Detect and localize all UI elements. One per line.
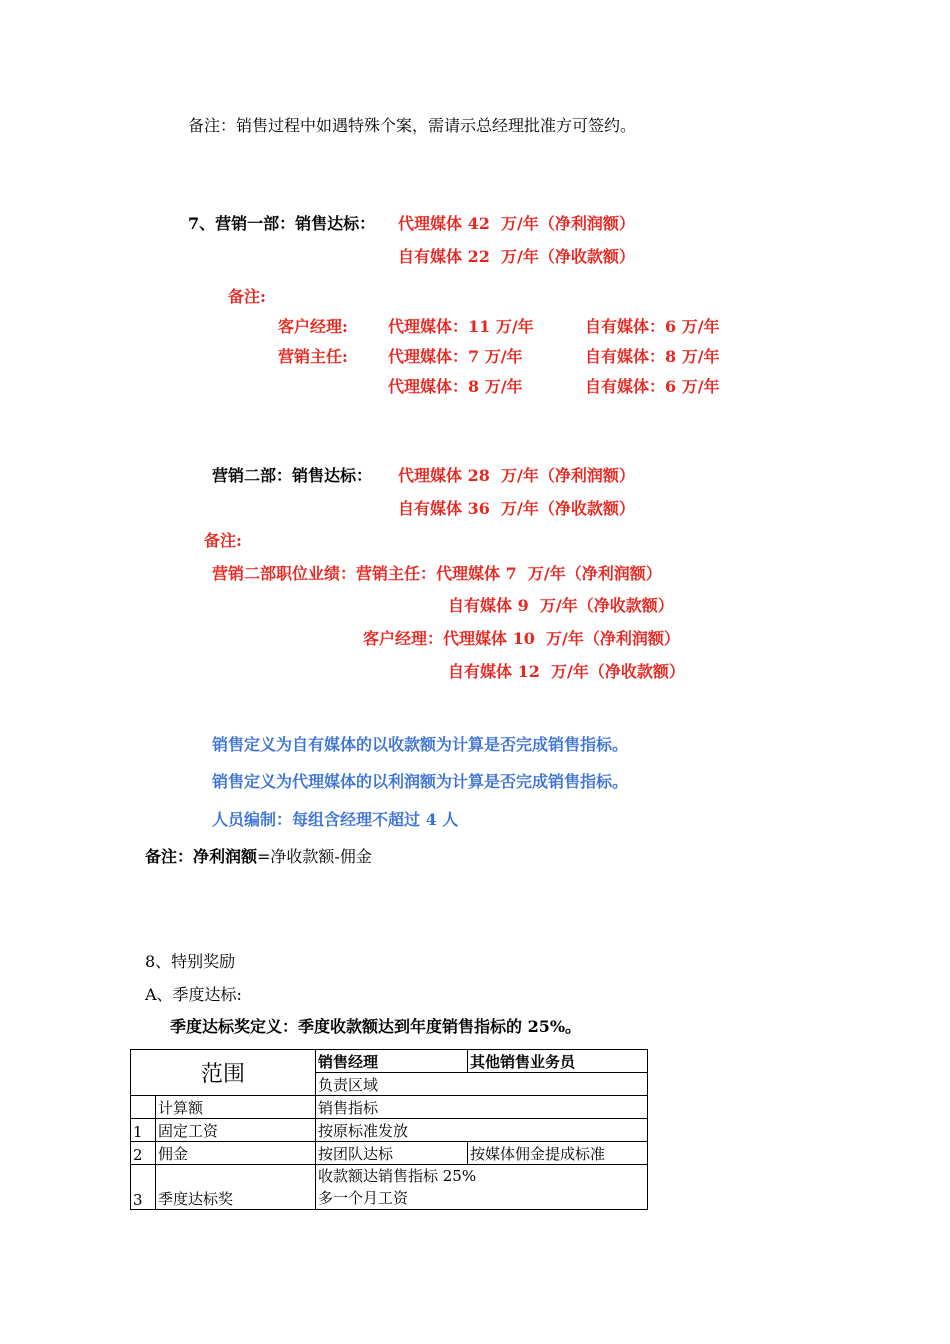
- section7-role: 营销主任:: [278, 347, 348, 366]
- quarterly-award-line: 收款额达销售指标 25%: [318, 1167, 477, 1185]
- section7-own-quota: 自有媒体：6 万/年: [585, 317, 720, 336]
- item-label: 佣金: [156, 1142, 316, 1165]
- definition-own-media: 销售定义为自有媒体的以收款额为计算是否完成销售指标。: [212, 735, 629, 754]
- section7-role: 客户经理:: [278, 317, 348, 336]
- staffing-rule: 人员编制：每组含经理不超过 4 人: [212, 810, 459, 829]
- calc-value: 销售指标: [316, 1096, 648, 1119]
- quarterly-award-value: [316, 1165, 648, 1210]
- row-number: 2: [131, 1142, 156, 1165]
- item-label: 固定工资: [156, 1119, 316, 1142]
- header-other-sales: 其他销售业务员: [468, 1050, 648, 1073]
- item-value-manager: 按团队达标: [316, 1142, 468, 1165]
- dept2-target-agent: 代理媒体 28 万/年（净利润额）: [398, 466, 635, 485]
- section7-note-label: 备注:: [228, 287, 266, 306]
- item-value: 按原标准发放: [316, 1119, 648, 1142]
- region-cell: 负责区域: [316, 1073, 648, 1096]
- section7-target-agent: 代理媒体 42 万/年（净利润额）: [398, 214, 635, 233]
- section7-agent-quota: 代理媒体：8 万/年: [388, 377, 523, 396]
- header-sales-manager: 销售经理: [316, 1050, 468, 1073]
- section7-agent-quota: 代理媒体：7 万/年: [388, 347, 523, 366]
- section7-heading: 7、营销一部：销售达标：: [188, 214, 376, 233]
- scope-header: 范围: [131, 1050, 316, 1096]
- item-label: 季度达标奖: [156, 1165, 316, 1210]
- dept2-position-line: 自有媒体 9 万/年（净收款额）: [448, 596, 674, 615]
- section8-heading: 8、特别奖励: [145, 952, 236, 971]
- section7-agent-quota: 代理媒体：11 万/年: [388, 317, 534, 336]
- section7-own-quota: 自有媒体：6 万/年: [585, 377, 720, 396]
- quarterly-award-line: 多一个月工资: [318, 1189, 409, 1207]
- net-profit-note-label: 备注：净利润额: [145, 847, 258, 866]
- row-number: [131, 1096, 156, 1119]
- award-table: [130, 1049, 648, 1210]
- item-value-other: 按媒体佣金提成标准: [468, 1142, 648, 1165]
- section7-own-quota: 自有媒体：8 万/年: [585, 347, 720, 366]
- dept2-position-line: 营销二部职位业绩：营销主任：代理媒体 7 万/年（净利润额）: [212, 564, 662, 583]
- row-number: 1: [131, 1119, 156, 1142]
- net-profit-note-formula: =净收款额-佣金: [257, 847, 372, 866]
- dept2-target-own: 自有媒体 36 万/年（净收款额）: [398, 499, 635, 518]
- net-profit-note: [145, 847, 372, 867]
- definition-agent-media: 销售定义为代理媒体的以利润额为计算是否完成销售指标。: [212, 772, 629, 791]
- section8-sub-heading: A、季度达标:: [145, 985, 242, 1004]
- quarterly-award-definition: 季度达标奖定义：季度收款额达到年度销售指标的 25%。: [170, 1017, 582, 1036]
- dept2-position-line: 自有媒体 12 万/年（净收款额）: [448, 662, 685, 681]
- row-number: 3: [131, 1165, 156, 1210]
- note-special-case: 备注：销售过程中如遇特殊个案，需请示总经理批准方可签约。: [188, 116, 637, 135]
- dept2-heading: 营销二部：销售达标：: [212, 466, 373, 485]
- section7-target-own: 自有媒体 22 万/年（净收款额）: [398, 247, 635, 266]
- calc-label: 计算额: [156, 1096, 316, 1119]
- dept2-position-line: 客户经理：代理媒体 10 万/年（净利润额）: [363, 629, 680, 648]
- dept2-note-label: 备注:: [204, 531, 242, 550]
